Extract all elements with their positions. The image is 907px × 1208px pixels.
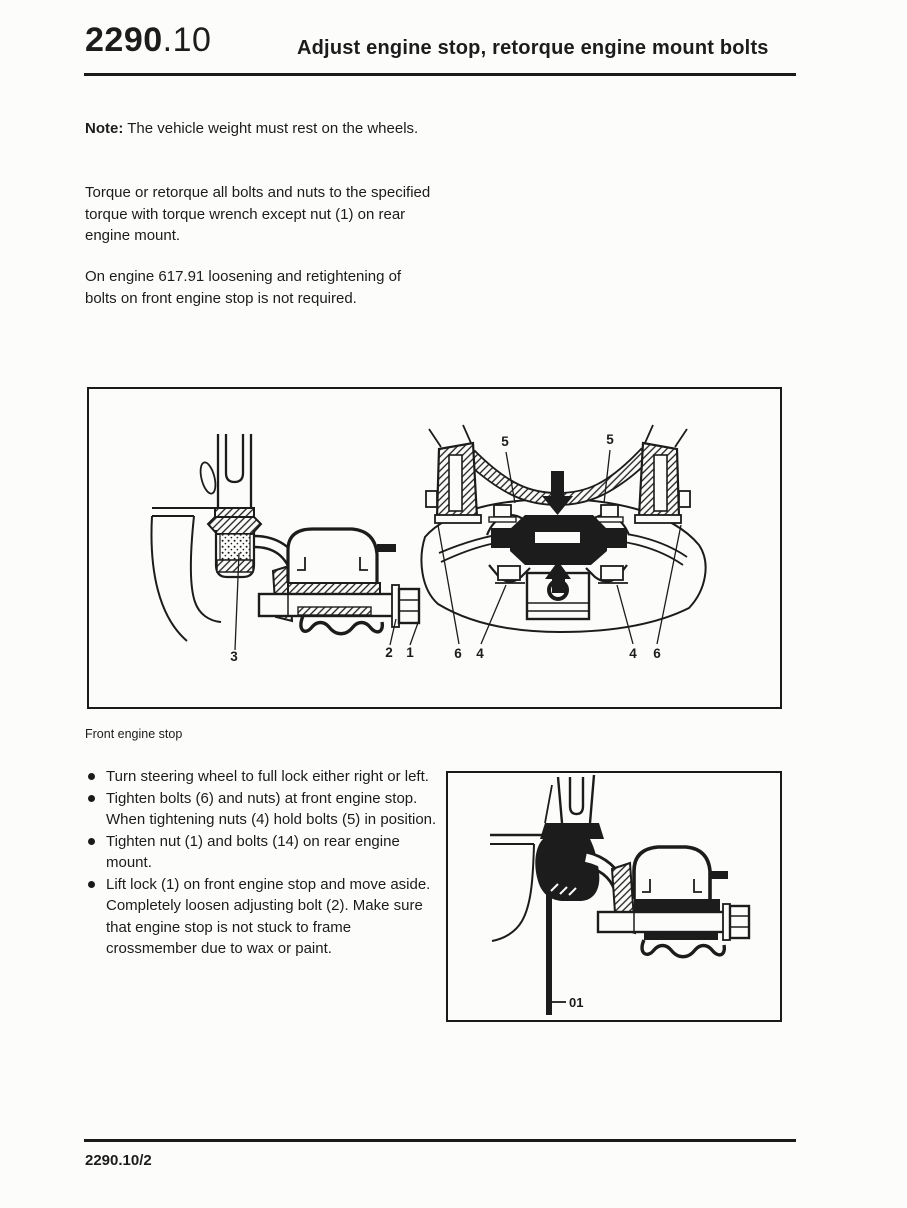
callout-01: 01 [569, 995, 584, 1010]
step-text: Tighten nut (1) and bolts (14) on rear engine mount. [106, 832, 400, 871]
leader-6-left [438, 525, 459, 644]
engine-mounts-illustration [89, 389, 780, 707]
step-text: Lift lock (1) on front engine stop and move aside. Completely loosen adjusting bolt (2). Make sure that engine stop is not stuck to frame crossmember due to wax or paint. [106, 875, 431, 957]
note-paragraph [85, 118, 433, 140]
bullet-icon [88, 838, 95, 845]
callout-6-right: 6 [653, 646, 661, 661]
callout-5-right: 5 [606, 432, 614, 447]
figure-caption: Front engine stop [85, 727, 183, 741]
leader-4-left [481, 585, 506, 644]
callout-4-right: 4 [629, 646, 637, 661]
callout-5-left: 5 [501, 434, 509, 449]
note-text: The vehicle weight must rest on the wheels. [127, 120, 419, 137]
list-item [85, 874, 447, 960]
front-engine-stop-drawing [421, 425, 705, 644]
list-item [85, 788, 447, 831]
footer-rule [84, 1139, 796, 1142]
front-engine-stop-detail-illustration [448, 773, 780, 1020]
rear-engine-mount-drawing [151, 434, 419, 650]
callout-1: 1 [406, 645, 414, 660]
header-rule [84, 73, 796, 76]
engine-paragraph: On engine 617.91 loosening and retightening of bolts on front engine stop is not required. [85, 268, 402, 307]
bullet-icon [88, 795, 95, 802]
section-code [85, 22, 211, 58]
callout-3: 3 [230, 649, 238, 664]
section-code-number: 2290 [85, 21, 163, 59]
figure-engine-mounts [87, 387, 782, 709]
bullet-icon [88, 773, 95, 780]
callout-6-left: 6 [454, 646, 462, 661]
page-reference: 2290.10/2 [85, 1152, 152, 1169]
torque-paragraph: Torque or retorque all bolts and nuts to the specified torque with torque wrench except nut (1) on rear engine mount. [85, 184, 431, 244]
callout-2: 2 [385, 645, 393, 660]
page-title: Adjust engine stop, retorque engine mount bolts [297, 37, 769, 59]
bullet-icon [88, 881, 95, 888]
detail-drawing [490, 775, 749, 1015]
list-item [85, 766, 447, 788]
note-label: Note: [85, 120, 124, 137]
section-code-suffix: .10 [162, 21, 212, 59]
leader-4-right [617, 585, 633, 644]
instruction-list [85, 766, 447, 960]
callout-4-left: 4 [476, 646, 484, 661]
list-item [85, 831, 447, 874]
step-text: Turn steering wheel to full lock either right or left. [106, 768, 429, 785]
figure-front-engine-stop-detail [446, 771, 782, 1022]
step-text: Tighten bolts (6) and nuts) at front engine stop. When tightening nuts (4) hold bolts (5) in position. [106, 789, 437, 828]
